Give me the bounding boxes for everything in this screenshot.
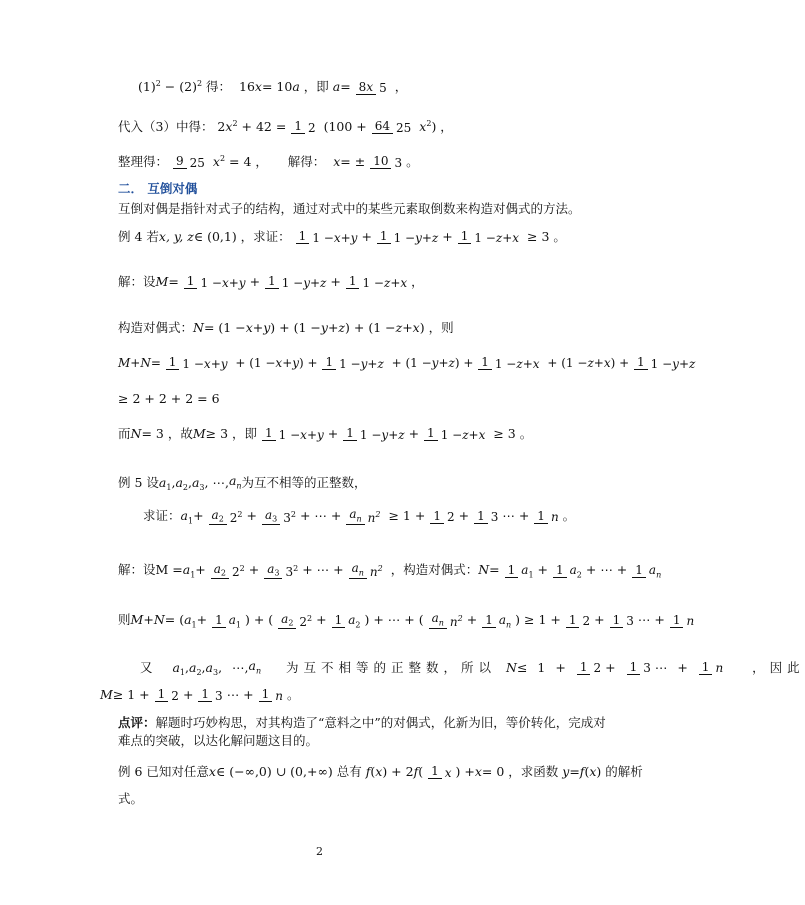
line-9: M+N= 1 1 −x+y + (1 −x+y) + 1 1 −y+z + (1 −y+z) + 1 1 −z+x + (1 −z+x) + 1 1 −y+z (118, 355, 696, 371)
comment-text-2: 难点的突破，以达化解问题这目的。 (118, 733, 319, 749)
line-21 (118, 793, 143, 806)
line-13: 求证：$a_1+ a_2$ $2^2 + a_3$ $3^2$ + ⋯ + $a_n$ $n^2 \ge 1 + 1$ 2 + 1 3 ⋯ + 1 n 。 (143, 507, 576, 526)
line-19 (118, 735, 318, 748)
line-8: 构造对偶式：N= (1 −x+y) + (1 −y+z) + (1 −z+x) ，则 (118, 320, 454, 336)
definition-text: 互倒对偶是指针对式子的结构，通过对式中的某些元素取倒数来构造对偶式的方法。 (118, 201, 581, 217)
line-10: ≥ 2 + 2 + 2 = 6 (118, 391, 220, 407)
tail-text: 式。 (118, 791, 144, 807)
line-18 (118, 717, 606, 730)
line-15: 则$M+N= (a_1+ 1$ $a_1$ ) + ( $a_2$ $2^2 + 1$ $a_2$ ) + ⋯ + ( $a_n$ $n^2 + 1$ $a_n$ ) ≥ 1 + 1 2 + 1 3 ⋯ + 1 n (118, 611, 695, 630)
line-17: M≥ 1 + 1 2 + 1 3 ⋯ + 1 n 。 (100, 686, 300, 703)
line-6: 例 4 若x, y, z∈ (0,1) ，求证： 1 1 −x+y + 1 1 −y+z + 1 1 −z+x ≥ 3 。 (118, 228, 566, 245)
section-heading (118, 183, 197, 196)
line-7: 解：设M= 1 1 −x+y + 1 1 −y+z + 1 1 −z+x ， (118, 273, 424, 290)
line-3: 整理得： 9 25 $x^2 = 4$ ， 解得： x= ± 10 3。 (118, 153, 419, 170)
line-11: 而N= 3 ，故M≥ 3 ，即 1 1 −x+y + 1 1 −y+z + 1 1 −z+x ≥ 3 。 (118, 425, 533, 442)
line-5 (118, 203, 581, 216)
line-12: 例 5 设$a_1,a_2,a_3$, $\cdots,a_n$为互不相等的正整数， (118, 473, 367, 492)
line-14: 解：设$M =a_1+ a_2$ $2^2 + a_3$ $3^2$ + ⋯ + $a_n$ $n^2$ ，构造对偶式：N= 1 $a_1 + 1$ $a_2$ + ⋯ + 1 $a_n$ (118, 561, 662, 580)
line-16: 又 $a_1,a_2,a_3$, $\cdots,a_n$ 为互不相等的正整数，所以 N≤ 1 + 1 2 + 1 3 ⋯ + 1 n ，因此 (140, 658, 805, 677)
line-2: 代入（3）中得： $2x^2 + 42 = 1$ 2 (100 + 64 25 $x^2$) ， (118, 118, 453, 135)
line-20: 例 6 已知对任意x∈ (−∞,0) ∪ (0,+∞) 总有 f(x) + 2f( 1 x ) +x= 0 ，求函数 y=f(x) 的解析 (118, 763, 643, 780)
comment-label: 点评： (118, 715, 156, 731)
section-heading-text: 二． 互倒对偶 (118, 181, 198, 197)
comment-text: 解题时巧妙构思，对其构造了“意料之中”的对偶式，化新为旧，等价转化，完成对 (155, 715, 606, 731)
line-1: $(1)^2 - (2)^2$ 得： 16x= 10a ，即 a= 8x 5 ， (138, 79, 408, 95)
page-number: 2 (316, 845, 323, 858)
